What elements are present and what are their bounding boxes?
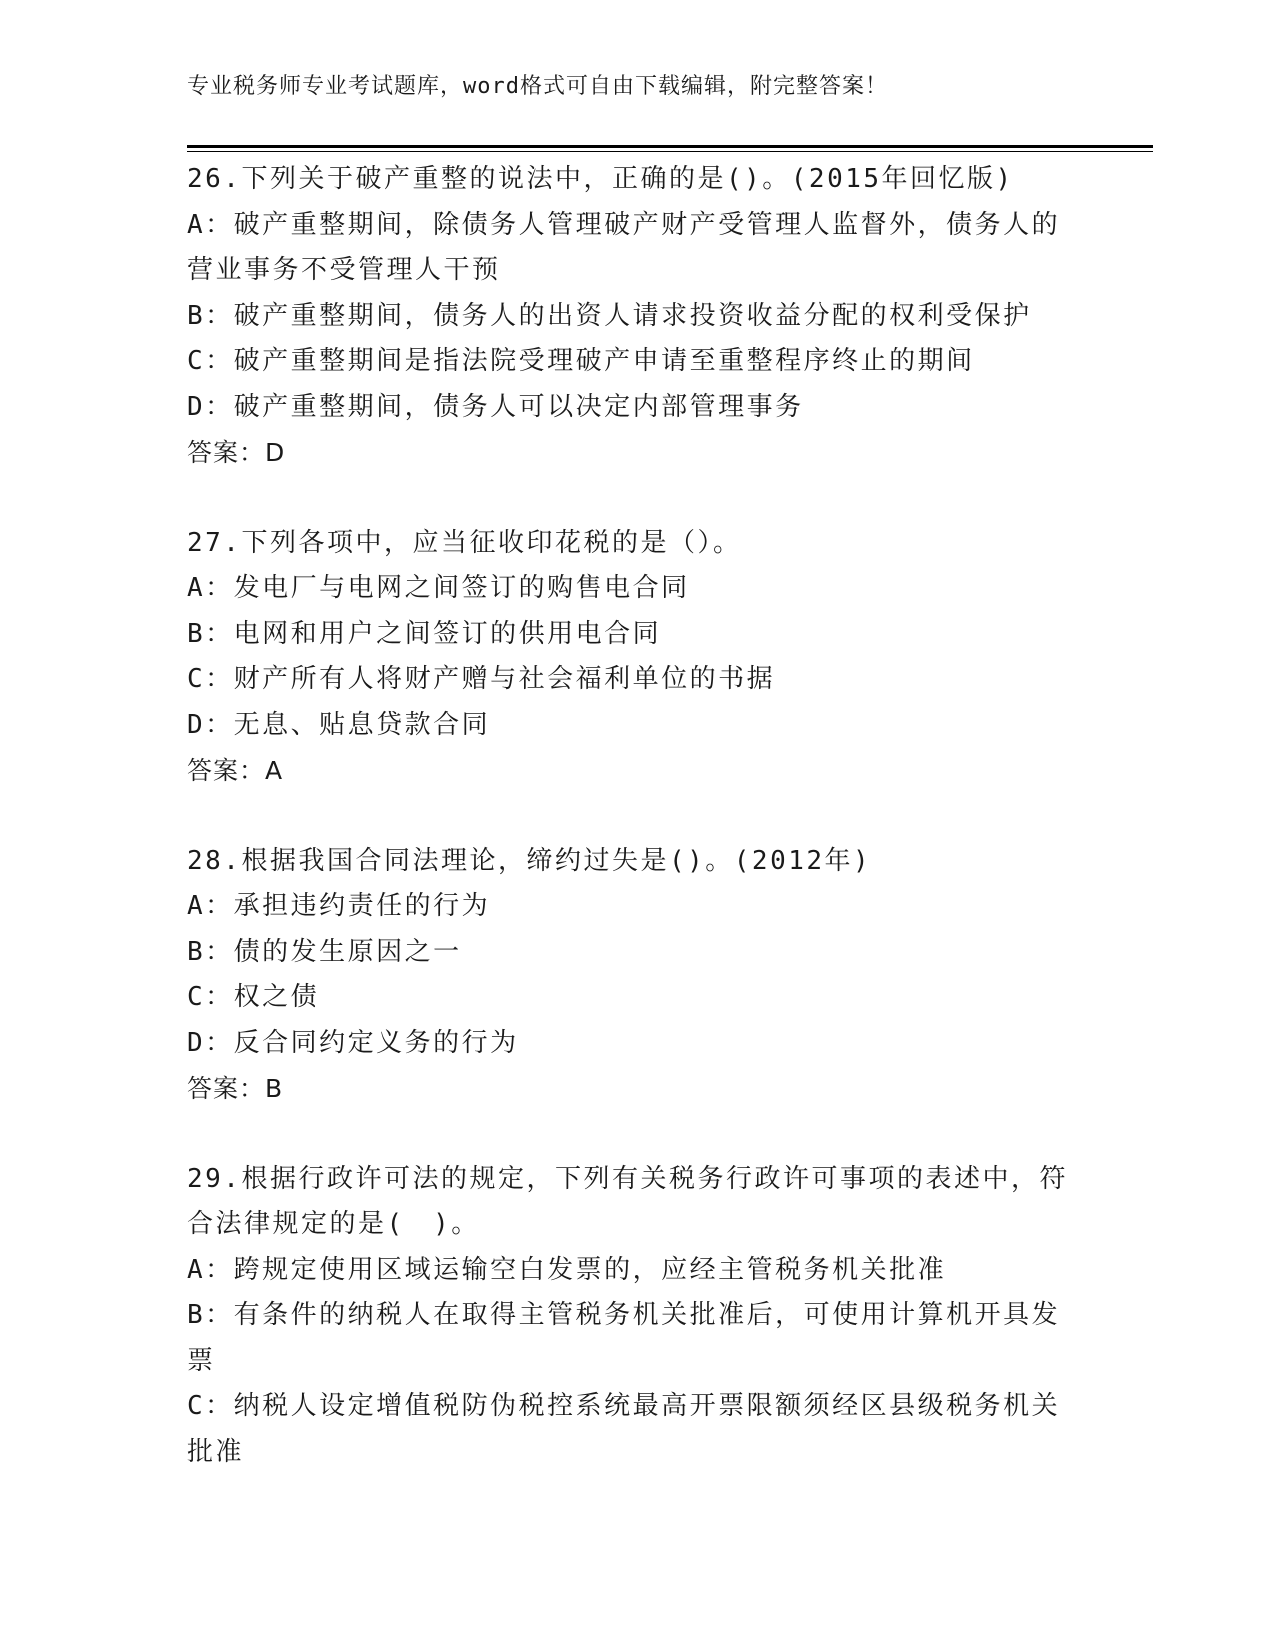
option-d: D：无息、贴息贷款合同 xyxy=(187,709,491,740)
question-stem: 28.根据我国合同法理论，缔约过失是()。(2012年) xyxy=(187,845,872,876)
option-b: B：破产重整期间，债务人的出资人请求投资收益分配的权利受保护 xyxy=(187,300,1032,331)
option-b: B：债的发生原因之一 xyxy=(187,936,462,967)
question-28 xyxy=(187,839,1087,1112)
option-d: D：反合同约定义务的行为 xyxy=(187,1027,519,1058)
answer: 答案：A xyxy=(187,756,284,785)
header-rule-thick xyxy=(187,145,1153,148)
option-a: A：发电厂与电网之间签订的购售电合同 xyxy=(187,573,690,603)
option-d: D：破产重整期间，债务人可以决定内部管理事务 xyxy=(187,391,804,422)
option-b: B：电网和用户之间签订的供用电合同 xyxy=(187,618,662,649)
option-c: C：纳税人设定增值税防伪税控系统最高开票限额须经区县级税务机关批准 xyxy=(187,1391,1061,1467)
question-27 xyxy=(187,521,1087,794)
option-c: C：财产所有人将财产赠与社会福利单位的书据 xyxy=(187,664,776,694)
question-26 xyxy=(187,157,1087,476)
option-a: A：跨规定使用区域运输空白发票的，应经主管税务机关批准 xyxy=(187,1254,947,1285)
question-list xyxy=(187,157,1087,1475)
question-stem: 27.下列各项中，应当征收印花税的是（）。 xyxy=(187,527,742,558)
option-c: C：权之债 xyxy=(187,982,320,1012)
question-29 xyxy=(187,1157,1087,1476)
option-c: C：破产重整期间是指法院受理破产申请至重整程序终止的期间 xyxy=(187,346,975,376)
answer: 答案：D xyxy=(187,438,286,467)
option-a: A：承担违约责任的行为 xyxy=(187,891,491,921)
question-stem: 26.下列关于破产重整的说法中，正确的是()。(2015年回忆版) xyxy=(187,164,1014,194)
question-stem: 29.根据行政许可法的规定，下列有关税务行政许可事项的表述中，符合法律规定的是( )。 xyxy=(187,1163,1068,1239)
option-b: B：有条件的纳税人在取得主管税务机关批准后，可使用计算机开具发票 xyxy=(187,1300,1061,1376)
option-a: A：破产重整期间，除债务人管理破产财产受管理人监督外，债务人的营业事务不受管理人干预 xyxy=(187,209,1061,285)
answer: 答案：B xyxy=(187,1074,284,1103)
header-rule-thin xyxy=(187,151,1153,152)
page-header: 专业税务师专业考试题库，word格式可自由下载编辑，附完整答案！ xyxy=(187,74,888,99)
